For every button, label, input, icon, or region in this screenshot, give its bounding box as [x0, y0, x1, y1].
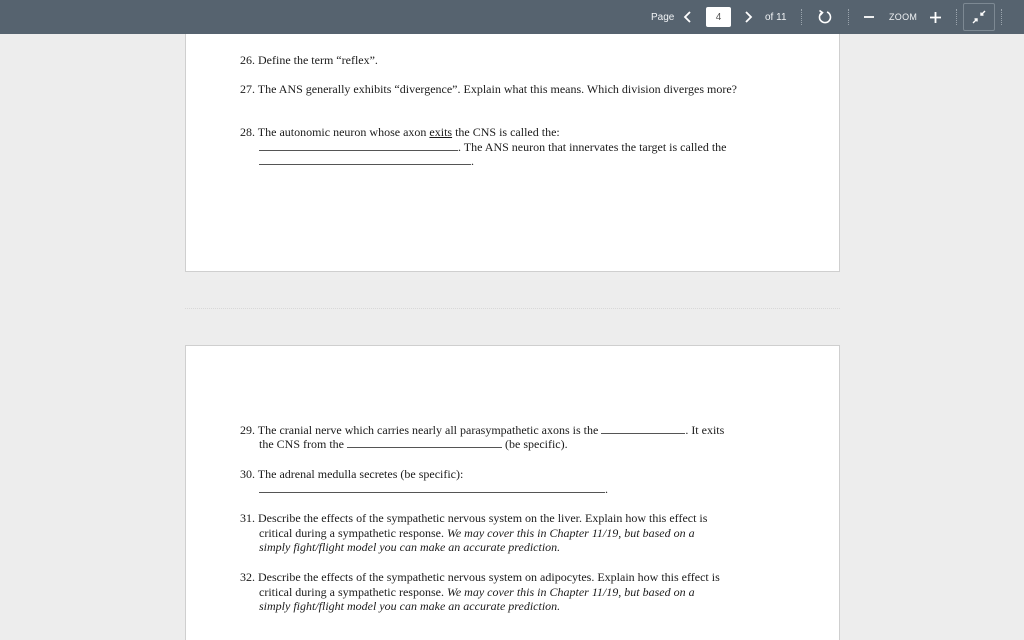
minus-icon: [863, 11, 875, 23]
q28-line3-text: .: [471, 154, 474, 168]
q32-line3: simply fight/flight model you can make an accurate prediction.: [259, 599, 561, 613]
divider: [848, 9, 849, 25]
question-28-line2: [259, 140, 726, 155]
q30-end: .: [605, 482, 608, 496]
q29-part2: . It exits: [685, 423, 725, 437]
chevron-left-icon: [683, 11, 693, 23]
answer-blank: [601, 423, 685, 434]
q32-line1: 32. Describe the effects of the sympathetic nervous system on adipocytes. Explain how this effect is: [240, 570, 720, 584]
next-page-button[interactable]: [743, 0, 753, 34]
question-29-line2: [259, 437, 568, 452]
answer-blank: [347, 437, 502, 448]
plus-icon: [929, 11, 942, 24]
page-label: Page: [651, 11, 675, 23]
divider: [956, 9, 957, 25]
question-29: [240, 423, 724, 438]
exit-fullscreen-button[interactable]: [963, 3, 995, 31]
rotate-icon: [817, 9, 833, 25]
zoom-label: ZOOM: [889, 12, 918, 22]
question-28: [240, 125, 560, 140]
q28-line2-text: . The ANS neuron that innervates the target is called the: [458, 140, 727, 154]
document-viewer[interactable]: [0, 34, 1024, 640]
question-30: 30. The adrenal medulla secretes (be specific):: [240, 467, 464, 481]
zoom-out-button[interactable]: [863, 0, 875, 34]
chevron-right-icon: [743, 11, 753, 23]
q29-part1: 29. The cranial nerve which carries nearly all parasympathetic axons is the: [240, 423, 599, 437]
divider: [1001, 9, 1002, 25]
q32-line2: critical during a sympathetic response. We may cover this in Chapter 11/19, but based on a: [259, 584, 695, 599]
rotate-button[interactable]: [817, 0, 833, 34]
answer-blank: [259, 482, 605, 493]
zoom-in-button[interactable]: [929, 0, 942, 34]
page-gap: [185, 308, 840, 309]
viewer-toolbar: [0, 0, 1024, 34]
prev-page-button[interactable]: [683, 0, 693, 34]
q29-part4: (be specific).: [505, 437, 568, 451]
collapse-arrows-icon: [972, 10, 986, 24]
q31-line2: critical during a sympathetic response. We may cover this in Chapter 11/19, but based on a: [259, 525, 695, 540]
question-28-line3: [259, 154, 474, 169]
q28-suffix: the CNS is called the:: [452, 125, 560, 139]
question-26: 26. Define the term “reflex”.: [240, 53, 378, 67]
page-count: of 11: [765, 11, 787, 23]
q28-prefix: 28. The autonomic neuron whose axon: [240, 125, 430, 139]
divider: [801, 9, 802, 25]
question-27: 27. The ANS generally exhibits “divergence”. Explain what this means. Which division diverges more?: [240, 82, 737, 96]
question-32: [240, 570, 760, 614]
answer-blank: [259, 154, 471, 165]
question-31: [240, 511, 760, 555]
document-page: [185, 345, 840, 640]
q29-part3: the CNS from the: [259, 437, 344, 451]
page-number-input[interactable]: 4: [706, 7, 731, 27]
document-page: [185, 34, 840, 272]
answer-blank: [259, 140, 458, 151]
q31-line1: 31. Describe the effects of the sympathetic nervous system on the liver. Explain how this effect is: [240, 511, 708, 525]
q28-underlined: exits: [429, 125, 453, 139]
question-30-line: [259, 482, 608, 497]
q31-line3: simply fight/flight model you can make an accurate prediction.: [259, 540, 561, 554]
